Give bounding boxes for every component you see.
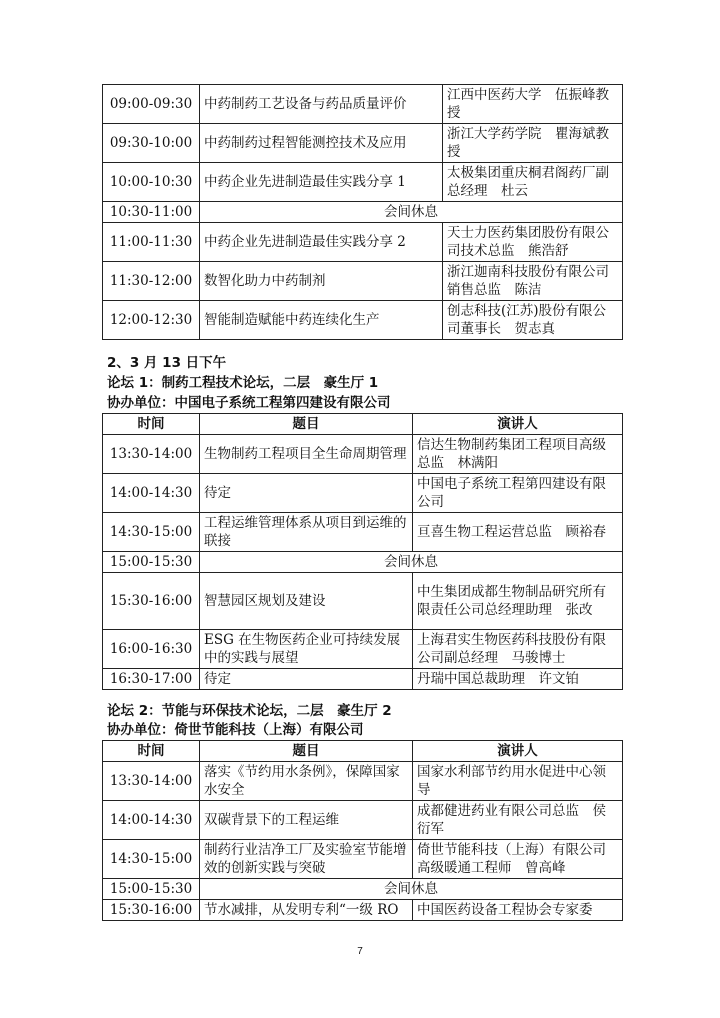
speaker-cell: 国家水利部节约用水促进中心领导	[413, 762, 623, 801]
table-row	[103, 573, 623, 630]
header-row	[103, 414, 623, 435]
section-title: 2、3 月 13 日下午	[107, 355, 227, 371]
header-time: 时间	[103, 741, 200, 762]
speaker-cell: 丹瑞中国总裁助理 许文铂	[413, 669, 623, 690]
forum2-title: 论坛 2：节能与环保技术论坛，二层 豪生厅 2	[107, 703, 392, 719]
forum2-cohost: 协办单位：倚世节能科技（上海）有限公司	[107, 722, 364, 738]
topic-cell: ESG 在生物医药企业可持续发展中的实践与展望	[200, 630, 413, 669]
table-row	[103, 223, 623, 262]
time-cell: 14:30-15:00	[103, 840, 200, 879]
table-row	[103, 840, 623, 879]
break-cell: 会间休息	[200, 202, 623, 223]
break-cell: 会间休息	[200, 552, 623, 573]
forum1-cohost: 协办单位：中国电子系统工程第四建设有限公司	[107, 395, 391, 411]
topic-cell: 中药企业先进制造最佳实践分享 2	[200, 223, 443, 262]
header-topic: 题目	[200, 741, 413, 762]
speaker-cell: 成都健进药业有限公司总监 侯衍军	[413, 801, 623, 840]
header-time: 时间	[103, 414, 200, 435]
header-topic: 题目	[200, 414, 413, 435]
time-cell: 15:30-16:00	[103, 900, 200, 921]
topic-cell: 节水减排，从发明专利“一级 RO	[200, 900, 413, 921]
topic-cell: 中药企业先进制造最佳实践分享 1	[200, 163, 443, 202]
speaker-cell: 浙江大学药学院 瞿海斌教授	[443, 124, 623, 163]
table-row	[103, 630, 623, 669]
break-row	[103, 202, 623, 223]
header-speaker: 演讲人	[413, 741, 623, 762]
schedule-table-morning	[102, 84, 623, 340]
topic-cell: 中药制药过程智能测控技术及应用	[200, 124, 443, 163]
break-row	[103, 552, 623, 573]
table-row	[103, 262, 623, 301]
time-cell: 16:00-16:30	[103, 630, 200, 669]
topic-cell: 中药制药工艺设备与药品质量评价	[200, 85, 443, 124]
table-row	[103, 900, 623, 921]
topic-cell: 智慧园区规划及建设	[200, 573, 413, 630]
speaker-cell: 创志科技(江苏)股份有限公司董事长 贺志真	[443, 301, 623, 340]
table-row	[103, 85, 623, 124]
time-cell: 15:00-15:30	[103, 879, 200, 900]
speaker-cell: 江西中医药大学 伍振峰教授	[443, 85, 623, 124]
speaker-cell: 中国医药设备工程协会专家委	[413, 900, 623, 921]
schedule-table-forum2	[102, 740, 623, 921]
time-cell: 14:00-14:30	[103, 474, 200, 513]
time-cell: 11:30-12:00	[103, 262, 200, 301]
speaker-cell: 倚世节能科技（上海）有限公司高级暖通工程师 曾高峰	[413, 840, 623, 879]
table-row	[103, 801, 623, 840]
forum1-title: 论坛 1：制药工程技术论坛，二层 豪生厅 1	[107, 375, 379, 391]
header-row	[103, 741, 623, 762]
topic-cell: 落实《节约用水条例》，保障国家水安全	[200, 762, 413, 801]
topic-cell: 制药行业洁净工厂及实验室节能增效的创新实践与突破	[200, 840, 413, 879]
table-body	[103, 762, 623, 921]
header-speaker: 演讲人	[413, 414, 623, 435]
speaker-cell: 中生集团成都生物制品研究所有限责任公司总经理助理 张改	[413, 573, 623, 630]
page-number: 7	[357, 946, 363, 957]
speaker-cell: 亘喜生物工程运营总监 顾裕春	[413, 513, 623, 552]
speaker-cell: 信达生物制药集团工程项目高级总监 林满阳	[413, 435, 623, 474]
topic-cell: 待定	[200, 474, 413, 513]
table-row	[103, 762, 623, 801]
speaker-cell: 中国电子系统工程第四建设有限公司	[413, 474, 623, 513]
time-cell: 12:00-12:30	[103, 301, 200, 340]
table-header	[103, 414, 623, 435]
topic-cell: 待定	[200, 669, 413, 690]
time-cell: 14:00-14:30	[103, 801, 200, 840]
topic-cell: 生物制药工程项目全生命周期管理	[200, 435, 413, 474]
topic-cell: 工程运维管理体系从项目到运维的联接	[200, 513, 413, 552]
topic-cell: 双碳背景下的工程运维	[200, 801, 413, 840]
time-cell: 09:30-10:00	[103, 124, 200, 163]
table-row	[103, 513, 623, 552]
time-cell: 13:30-14:00	[103, 435, 200, 474]
table-row	[103, 669, 623, 690]
time-cell: 11:00-11:30	[103, 223, 200, 262]
time-cell: 13:30-14:00	[103, 762, 200, 801]
topic-cell: 智能制造赋能中药连续化生产	[200, 301, 443, 340]
time-cell: 15:00-15:30	[103, 552, 200, 573]
time-cell: 14:30-15:00	[103, 513, 200, 552]
break-row	[103, 879, 623, 900]
break-cell: 会间休息	[200, 879, 623, 900]
table-row	[103, 435, 623, 474]
speaker-cell: 浙江迦南科技股份有限公司销售总监 陈洁	[443, 262, 623, 301]
speaker-cell: 上海君实生物医药科技股份有限公司副总经理 马骏博士	[413, 630, 623, 669]
time-cell: 10:00-10:30	[103, 163, 200, 202]
time-cell: 16:30-17:00	[103, 669, 200, 690]
table-body	[103, 85, 623, 340]
schedule-table-forum1	[102, 413, 623, 690]
topic-cell: 数智化助力中药制剂	[200, 262, 443, 301]
table-row	[103, 474, 623, 513]
speaker-cell: 太极集团重庆桐君阁药厂副总经理 杜云	[443, 163, 623, 202]
time-cell: 10:30-11:00	[103, 202, 200, 223]
table-row	[103, 301, 623, 340]
time-cell: 15:30-16:00	[103, 573, 200, 630]
table-body	[103, 435, 623, 690]
time-cell: 09:00-09:30	[103, 85, 200, 124]
speaker-cell: 天士力医药集团股份有限公司技术总监 熊浩舒	[443, 223, 623, 262]
table-row	[103, 163, 623, 202]
table-header	[103, 741, 623, 762]
table-row	[103, 124, 623, 163]
